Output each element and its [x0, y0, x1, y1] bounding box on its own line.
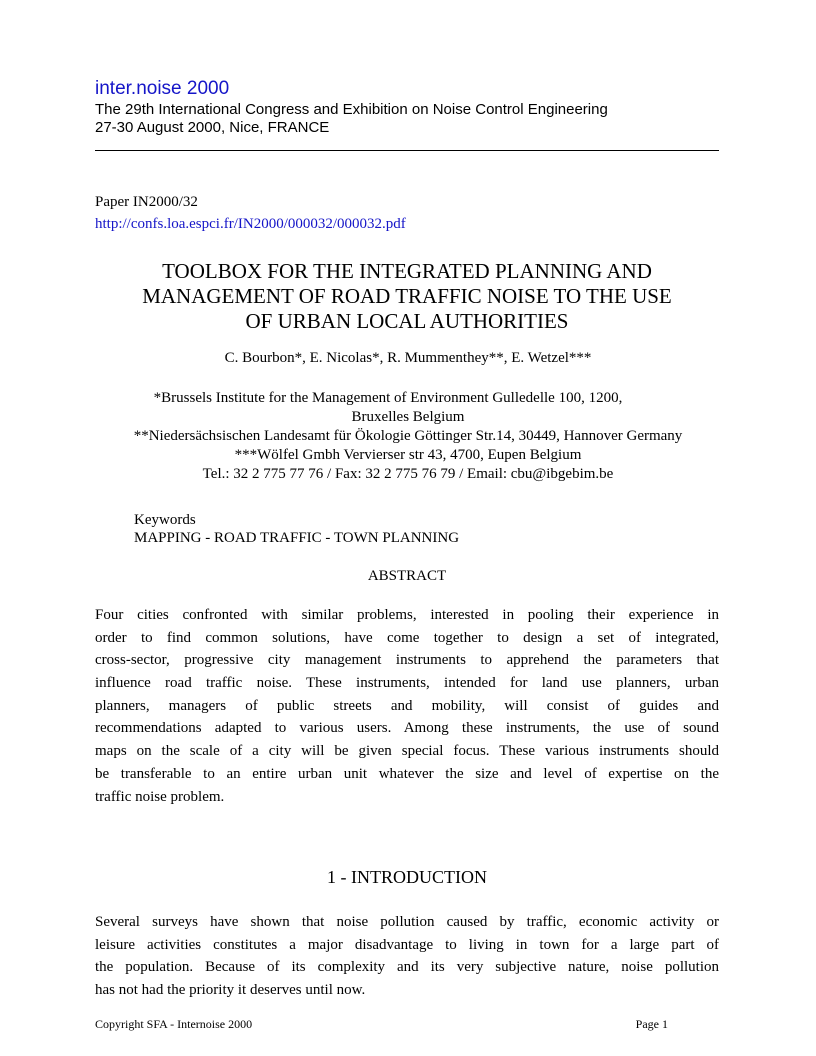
abstract-line: maps on the scale of a city will be given special focus. These various instruments should [95, 743, 719, 760]
abstract-line: traffic noise problem. [95, 788, 225, 805]
paper-id: Paper IN2000/32 [95, 194, 198, 210]
footer-copyright: Copyright SFA - Internoise 2000 [95, 1017, 253, 1031]
authors: C. Bourbon*, E. Nicolas*, R. Mummenthey**, E. Wetzel*** [224, 350, 592, 366]
introduction-line: leisure activities constitutes a major disadvantage to living in town for a large part of [95, 936, 719, 953]
affiliation-line: **Niedersächsischen Landesamt für Ökologie Göttinger Str.14, 30449, Hannover Germany [133, 428, 683, 444]
abstract-line: Four cities confronted with similar problems, interested in pooling their experience in [95, 607, 719, 623]
introduction-line: Several surveys have shown that noise pollution caused by traffic, economic activity or [95, 914, 719, 930]
title-line: TOOLBOX FOR THE INTEGRATED PLANNING AND [162, 259, 652, 283]
footer-page-number: Page 1 [635, 1017, 668, 1031]
keywords-value: MAPPING - ROAD TRAFFIC - TOWN PLANNING [134, 530, 460, 546]
affiliation-line: ***Wölfel Gmbh Vervierser str 43, 4700, Eupen Belgium [234, 447, 582, 463]
introduction-body [95, 911, 719, 1002]
abstract-line: cross-sector, progressive city management instruments to apprehend the parameters that [95, 652, 719, 669]
abstract-line: recommendations adapted to various users. Among these instruments, the use of sound [95, 720, 719, 737]
abstract-heading: ABSTRACT [367, 568, 447, 584]
congress-line: The 29th International Congress and Exhibition on Noise Control Engineering [95, 101, 608, 118]
conference-name: inter.noise 2000 [95, 78, 230, 99]
title-line: OF URBAN LOCAL AUTHORITIES [245, 309, 569, 333]
title-line: MANAGEMENT OF ROAD TRAFFIC NOISE TO THE USE [142, 284, 672, 308]
introduction-line: has not had the priority it deserves until now. [95, 982, 366, 999]
header-rule [95, 150, 719, 151]
affiliation-line: Bruxelles Belgium [351, 409, 465, 425]
paper-url-link[interactable]: http://confs.loa.espci.fr/IN2000/000032/000032.pdf [95, 216, 406, 232]
introduction-heading: 1 - INTRODUCTION [327, 867, 487, 887]
paper-title [95, 259, 719, 334]
keywords-label: Keywords [134, 512, 196, 528]
abstract-line: order to find common solutions, have come together to design a set of integrated, [95, 629, 719, 646]
abstract-line: planners, managers of public streets and mobility, will consist of guides and [95, 697, 719, 714]
date-line: 27-30 August 2000, Nice, FRANCE [95, 119, 330, 136]
abstract-body [95, 604, 719, 808]
abstract-line: be transferable to an entire urban unit whatever the size and level of expertise on the [95, 765, 719, 782]
contact-line: Tel.: 32 2 775 77 76 / Fax: 32 2 775 76 79 / Email: cbu@ibgebim.be [202, 466, 614, 482]
abstract-line: influence road traffic noise. These instruments, intended for land use planners, urban [95, 675, 719, 692]
introduction-line: the population. Because of its complexity and its very subjective nature, noise pollution [95, 959, 719, 976]
affiliation-line: *Brussels Institute for the Management of Environment Gulledelle 100, 1200, [153, 390, 623, 406]
